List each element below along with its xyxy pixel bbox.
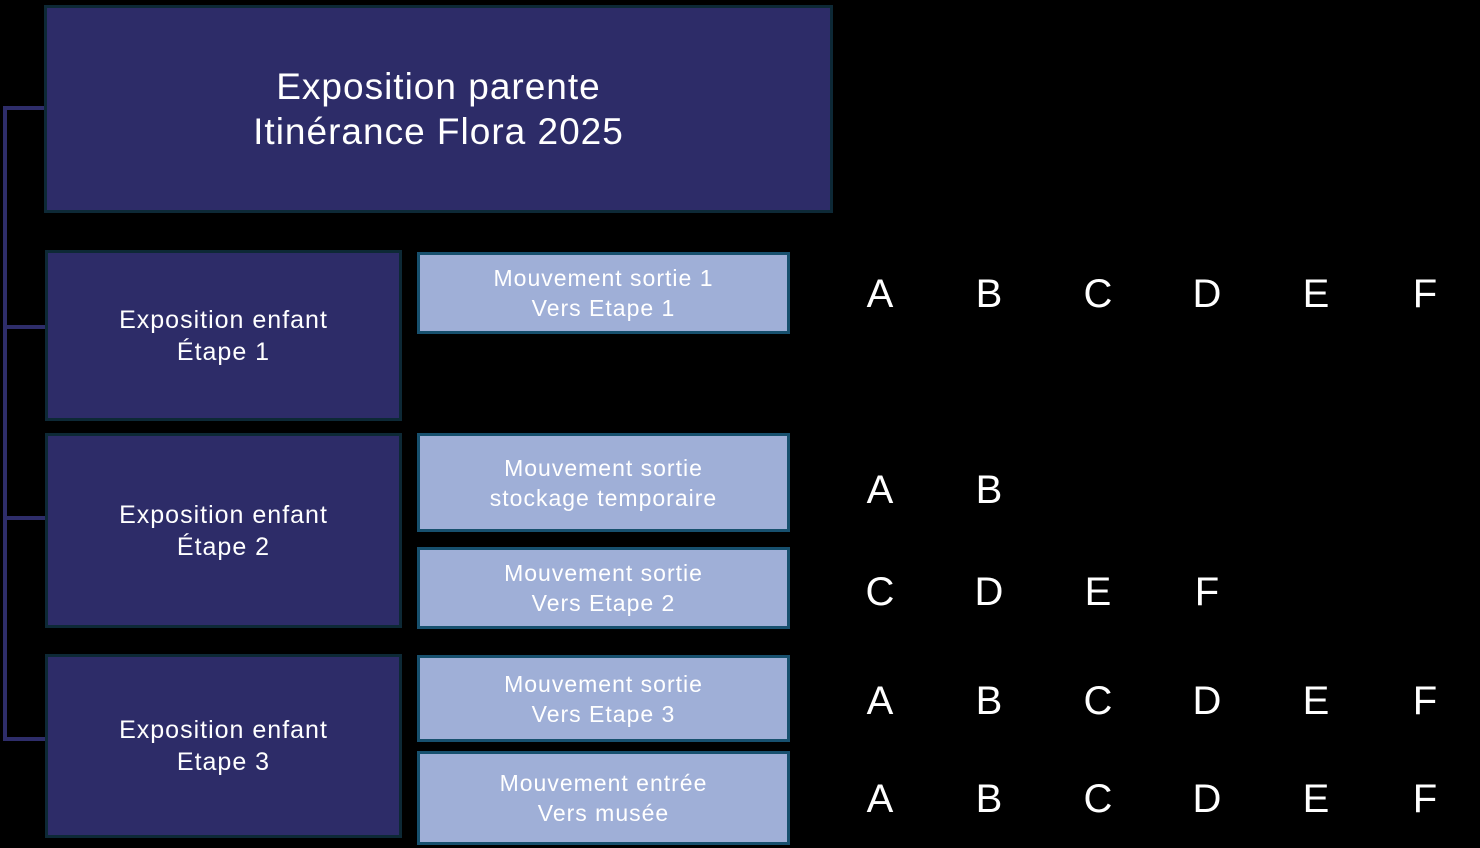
object-letter: C: [1083, 777, 1113, 821]
object-letter: B: [975, 679, 1003, 723]
object-letter: F: [1194, 570, 1220, 614]
object-letter: A: [866, 777, 894, 821]
object-letter: F: [1412, 777, 1438, 821]
movement-box-vers-etape-2: [417, 547, 790, 629]
movement-box-sortie-1: [417, 252, 790, 334]
object-letter: E: [1084, 570, 1112, 614]
child-exhibition-label: Exposition enfant Étape 2: [119, 500, 328, 561]
connector-branch-etape-1: [3, 325, 45, 329]
object-letter: E: [1302, 272, 1330, 316]
movement-box-vers-etape-3: [417, 655, 790, 742]
child-exhibition-box-etape-2: [45, 433, 402, 628]
parent-exhibition-box: [44, 5, 833, 213]
object-letter: B: [975, 468, 1003, 512]
movement-label: Mouvement sortie Vers Etape 2: [504, 560, 703, 616]
object-letter: E: [1302, 679, 1330, 723]
object-letter: E: [1302, 777, 1330, 821]
parent-exhibition-label: Exposition parente Itinérance Flora 2025: [253, 66, 624, 152]
movement-box-entree-musee: [417, 751, 790, 845]
object-letter: A: [866, 679, 894, 723]
child-exhibition-label: Exposition enfant Etape 3: [119, 716, 328, 776]
object-letter: C: [1083, 272, 1113, 316]
object-letter: C: [1083, 679, 1113, 723]
object-letter: D: [974, 570, 1004, 614]
object-letter: A: [866, 468, 894, 512]
movement-box-stockage-temporaire: [417, 433, 790, 532]
movement-label: Mouvement sortie stockage temporaire: [489, 454, 718, 511]
movement-label: Mouvement entrée Vers musée: [499, 770, 708, 826]
object-letter: D: [1192, 777, 1222, 821]
child-exhibition-label: Exposition enfant Étape 1: [119, 305, 328, 366]
object-letter: B: [975, 777, 1003, 821]
object-letter: C: [865, 570, 895, 614]
connector-branch-parent: [3, 106, 44, 110]
object-letter: D: [1192, 272, 1222, 316]
connector-spine: [3, 106, 7, 741]
connector-branch-etape-3: [3, 737, 45, 741]
child-exhibition-box-etape-3: [45, 654, 402, 838]
object-letter: A: [866, 272, 894, 316]
object-letter: F: [1412, 679, 1438, 723]
object-letter: F: [1412, 272, 1438, 316]
child-exhibition-box-etape-1: [45, 250, 402, 421]
object-letter: D: [1192, 679, 1222, 723]
connector-branch-etape-2: [3, 516, 45, 520]
object-letter: B: [975, 272, 1003, 316]
movement-label: Mouvement sortie Vers Etape 3: [504, 670, 703, 727]
movement-label: Mouvement sortie 1 Vers Etape 1: [493, 265, 714, 321]
